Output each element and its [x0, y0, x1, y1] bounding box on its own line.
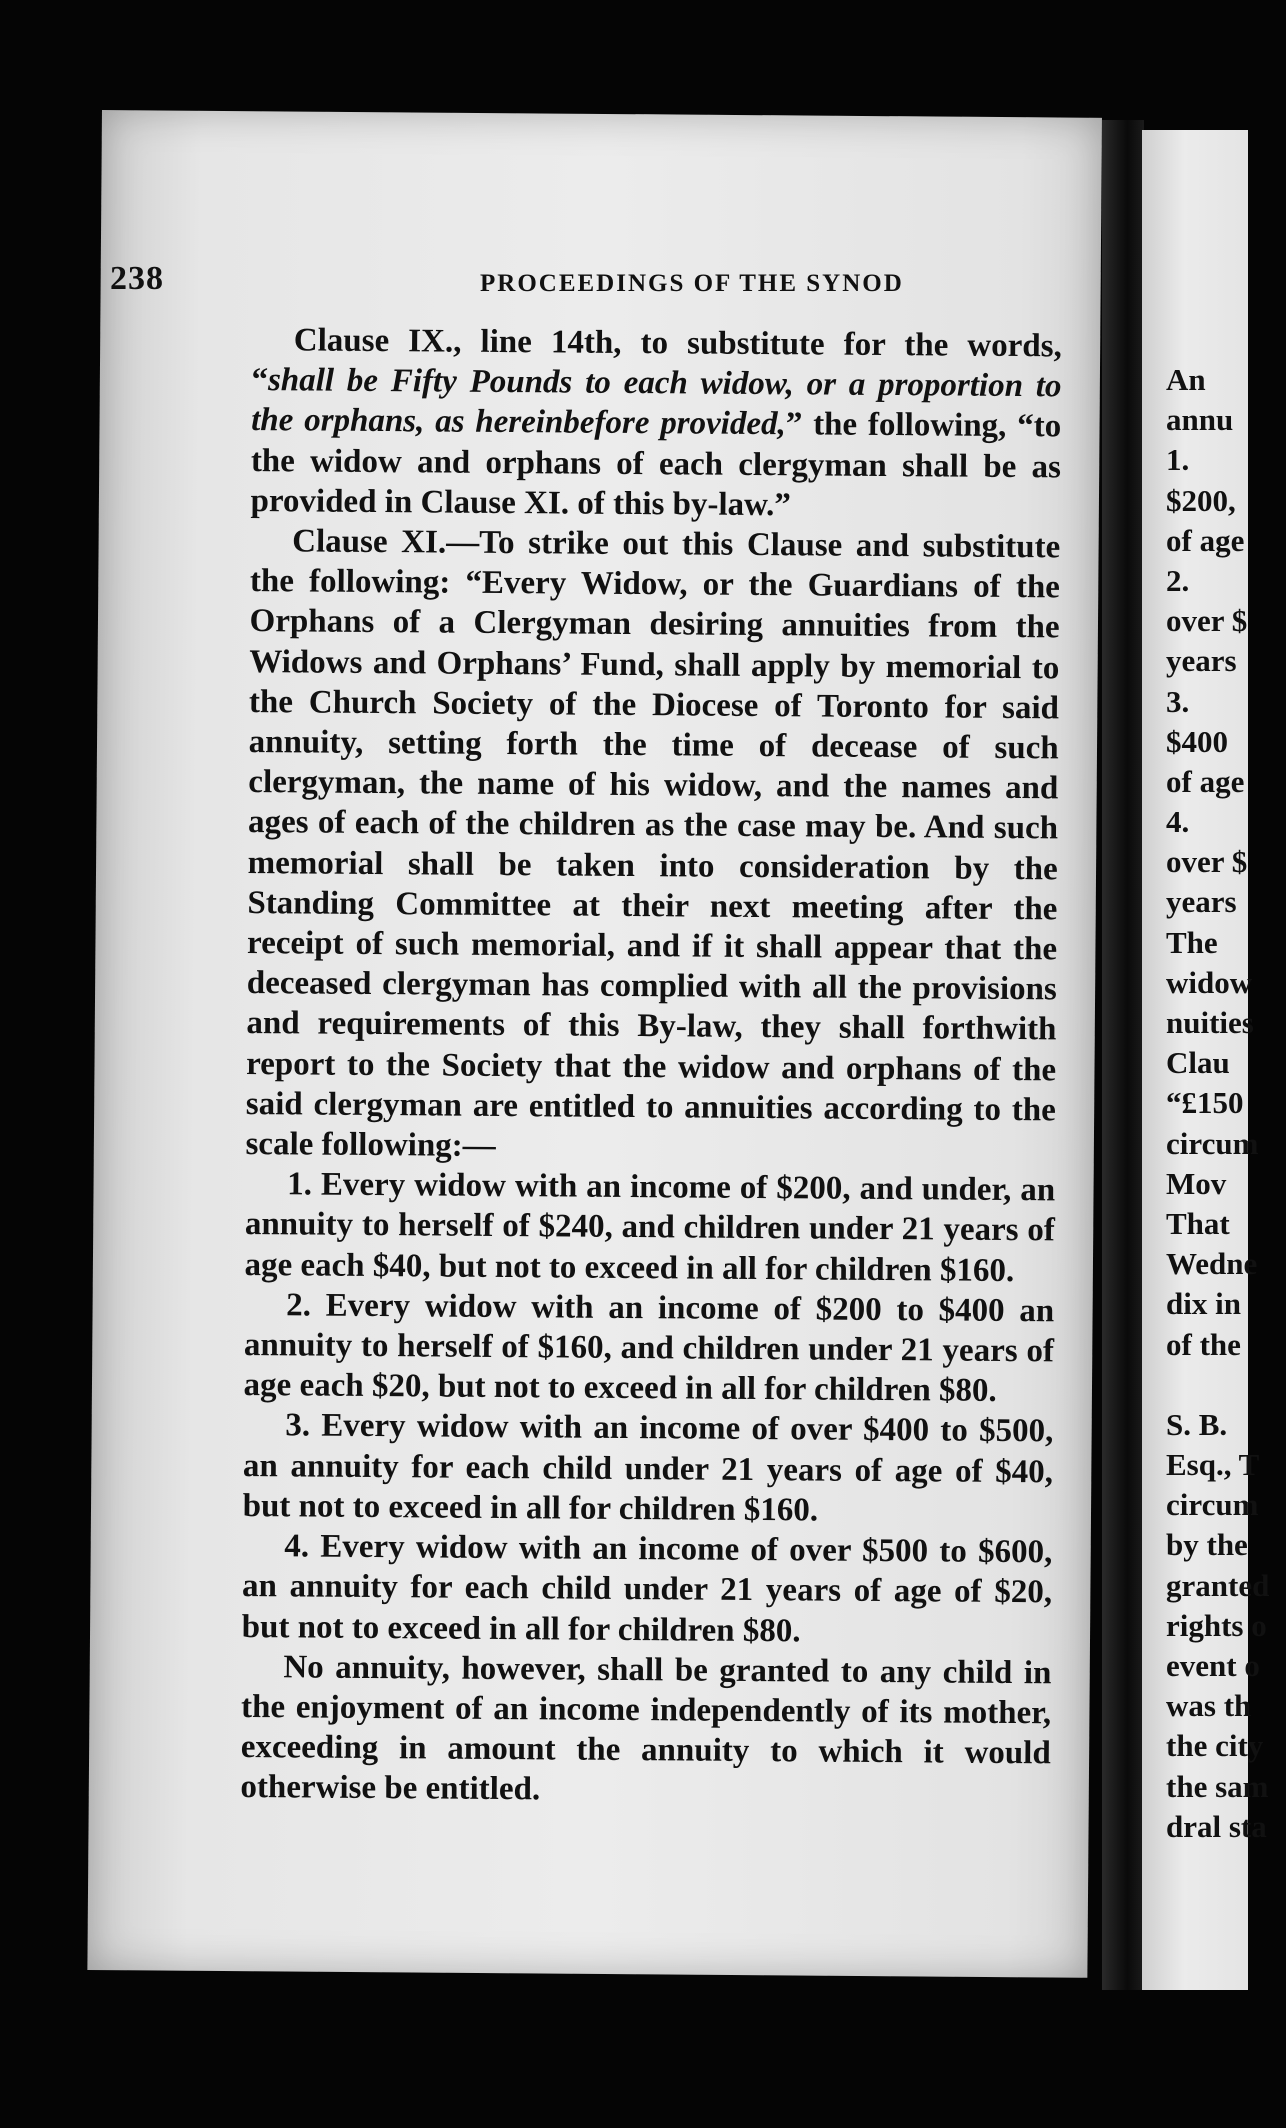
facing-line: annu — [1166, 402, 1234, 438]
facing-line: The — [1166, 924, 1218, 960]
facing-line: 3. — [1166, 683, 1190, 719]
facing-line: years — [1166, 643, 1237, 679]
facing-line: An — [1166, 362, 1206, 397]
clause-ix-text-b: ” the following, “to the widow and orphans of each clergyman shall be as provided in Clause XI. of this by-law.” — [250, 406, 1062, 524]
facing-line: widow — [1166, 964, 1253, 1000]
facing-line: of the — [1166, 1326, 1241, 1362]
scale-item-3: 3. Every widow with an income of over $400 to $500, an annuity for each child under 21 years of age of $40, but not to exceed in all for children $160. — [242, 1407, 1054, 1529]
facing-line: circum — [1166, 1487, 1259, 1523]
facing-line: circum — [1166, 1125, 1259, 1161]
book-gutter — [1102, 120, 1144, 1990]
body-text — [240, 320, 1062, 1814]
facing-line: was th — [1166, 1688, 1252, 1724]
paragraph-no-annuity: No annuity, however, shall be granted to any child in the enjoyment of an income independently of its mother, exceeding in amount the annuity to which it would otherwise be entitled. — [240, 1648, 1052, 1808]
facing-line: of age — [1166, 522, 1245, 558]
running-head: PROCEEDINGS OF THE SYNOD — [480, 270, 904, 297]
clause-ix-text-a: Clause IX., line 14th, to substitute for the words, “ — [251, 322, 1062, 399]
facing-line: 2. — [1166, 562, 1190, 598]
scale-item-4: 4. Every widow with an income of over $500 to $600, an annuity for each child under 21 years of age of $20, but not to exceed in all for children $80. — [241, 1528, 1053, 1649]
facing-line: Esq., T — [1166, 1447, 1260, 1483]
facing-line: 1. — [1166, 442, 1190, 478]
facing-line: by the — [1166, 1527, 1248, 1563]
facing-line: of age — [1166, 763, 1245, 799]
facing-line: Mov — [1166, 1165, 1227, 1201]
facing-line: dix in — [1166, 1286, 1241, 1322]
facing-line: rights o — [1166, 1607, 1267, 1643]
facing-line: over $ — [1166, 844, 1248, 880]
facing-line: “£150 — [1166, 1085, 1244, 1121]
facing-line: S. B. — [1166, 1406, 1228, 1442]
facing-line: $200, — [1166, 482, 1236, 518]
facing-line: 4. — [1166, 804, 1190, 840]
paragraph-clause-ix — [250, 320, 1062, 527]
facing-line: the city — [1166, 1728, 1264, 1764]
facing-line: Clau — [1166, 1045, 1230, 1081]
facing-line: event o — [1166, 1648, 1260, 1683]
facing-page-text — [1166, 360, 1286, 1847]
facing-line: $400 — [1166, 723, 1228, 759]
scale-item-1: 1. Every widow with an income of $200, and under, an annuity to herself of $240, and children under 21 years of age each $40, but not to exceed in all for children $160. — [244, 1166, 1056, 1289]
facing-line: granted — [1166, 1567, 1270, 1603]
facing-line: over $ — [1166, 603, 1248, 639]
facing-line: dral sta — [1166, 1808, 1267, 1844]
facing-line: the sam — [1166, 1768, 1269, 1804]
paragraph-clause-xi: Clause XI.—To strike out this Clause and substitute the following: “Every Widow, or the Guardians of the Orphans of a Clergyman desiring annuities from the Widows and Orphans’ Fund, shall apply by memorial to the Church Society of the Diocese of Toronto for said annuity, setting forth the time of decease of such clergyman, the name of his widow, and the names and ages of each of the children as the case may be. And such memorial shall be taken into consideration by the Standing Committee at their next meeting after the receipt of such memorial, and if it shall appear that the deceased clergyman has complied with all the provisions and requirements of this By-law, they shall forthwith report to the Society that the widow and orphans of the said clergyman are entitled to annuities according to the scale following:— — [245, 523, 1061, 1165]
facing-line: years — [1166, 884, 1237, 920]
scale-item-2: 2. Every widow with an income of $200 to $400 an annuity to herself of $160, and children under 21 years of age each $20, but not to exceed in all for children $80. — [243, 1287, 1055, 1410]
facing-line — [1166, 1365, 1286, 1405]
facing-line: That — [1166, 1205, 1230, 1241]
clause-ix-quoted-words: shall be Fifty Pounds to each widow, or a proportion to the orphans, as hereinbefore provided, — [251, 362, 1062, 443]
page-number: 238 — [110, 260, 164, 297]
facing-line: Wedne — [1166, 1246, 1258, 1282]
facing-line: nuities — [1166, 1005, 1254, 1040]
